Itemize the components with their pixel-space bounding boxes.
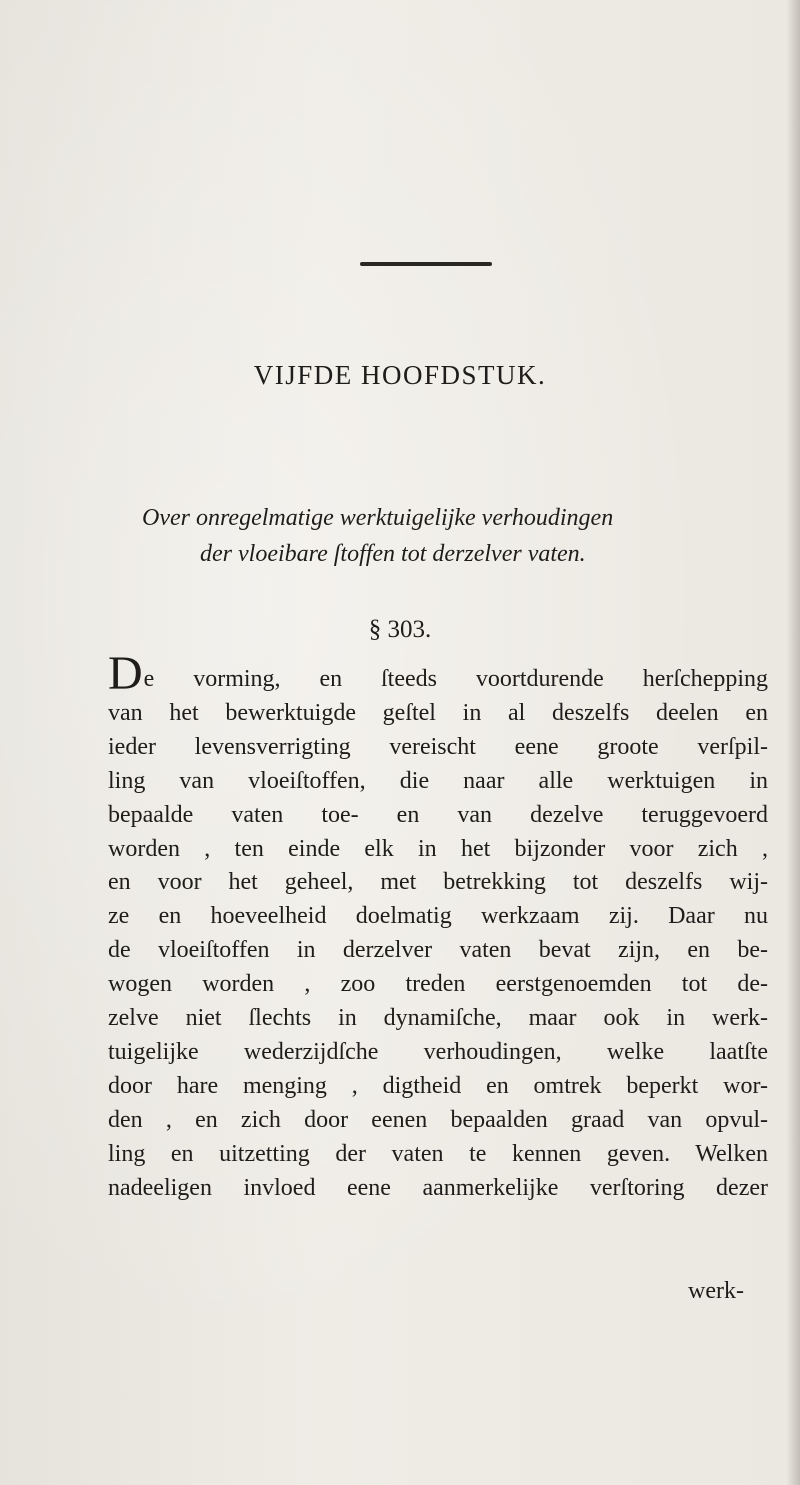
body-line: ling van vloeiſtoffen, die naar alle werktuigen in bbox=[108, 767, 768, 794]
body-line: nadeeligen invloed eene aanmerkelijke verſtoring dezer bbox=[108, 1174, 768, 1201]
body-line: door hare menging , digtheid en omtrek beperkt wor- bbox=[108, 1072, 768, 1099]
header-rule-ornament bbox=[360, 262, 492, 266]
subtitle-line-2: der vloeibare ſtoffen tot derzelver vaten. bbox=[200, 541, 586, 567]
body-line: zelve niet ſlechts in dynamiſche, maar ook in werk- bbox=[108, 1005, 768, 1032]
body-line: ieder levensverrigting vereischt eene groote verſpil- bbox=[108, 733, 768, 760]
body-line-text: e vorming, en ſteeds voortdurende herſchepping bbox=[143, 666, 768, 692]
page-edge-shadow bbox=[786, 0, 800, 1485]
body-line: van het bewerktuigde geſtel in al deszelfs deelen en bbox=[108, 699, 768, 726]
body-line: wogen worden , zoo treden eerstgenoemden tot de- bbox=[108, 971, 768, 998]
body-line: en voor het geheel, met betrekking tot deszelfs wij- bbox=[108, 869, 768, 896]
body-line: bepaalde vaten toe- en van dezelve teruggevoerd bbox=[108, 801, 768, 828]
subtitle-line-1: Over onregelmatige werktuigelijke verhoudingen bbox=[142, 505, 614, 531]
drop-cap: D bbox=[108, 647, 143, 700]
body-line: ling en uitzetting der vaten te kennen geven. Welken bbox=[108, 1140, 768, 1167]
body-line: tuigelijke wederzijdſche verhoudingen, welke laatſte bbox=[108, 1038, 768, 1065]
chapter-title: VIJFDE HOOFDSTUK. bbox=[253, 360, 547, 390]
body-paragraph bbox=[108, 647, 768, 1206]
section-number: § 303. bbox=[368, 616, 432, 643]
body-line: den , en zich door eenen bepaalden graad van opvul- bbox=[108, 1106, 768, 1133]
body-line: ze en hoeveelheid doelmatig werkzaam zij. Daar nu bbox=[108, 903, 768, 930]
body-line: worden , ten einde elk in het bijzonder voor zich , bbox=[108, 835, 768, 862]
catchword: werk- bbox=[688, 1278, 744, 1304]
body-line: de vloeiſtoffen in derzelver vaten bevat zijn, en be- bbox=[108, 937, 768, 964]
body-line bbox=[108, 647, 768, 700]
